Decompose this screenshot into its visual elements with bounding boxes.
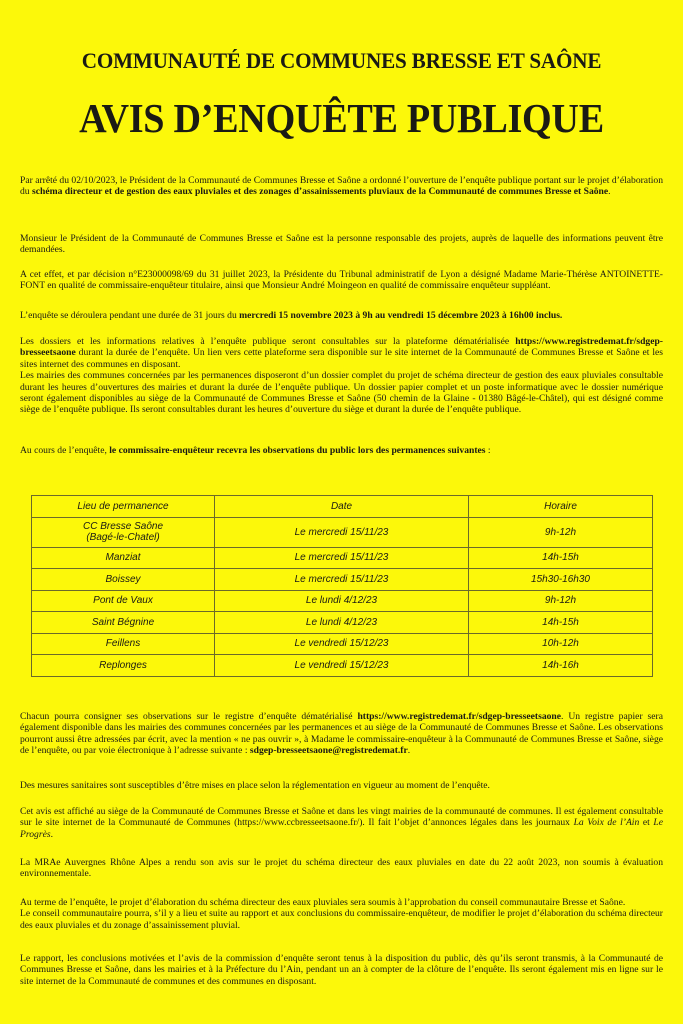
cell-lieu: CC Bresse Saône (Bagé-le-Chatel): [32, 517, 215, 547]
cell-horaire: 9h-12h: [469, 517, 653, 547]
outro-paragraph-4: La MRAe Auvergnes Rhône Alpes a rendu son avis sur le projet du schéma directeur des eaux pluviales en date du 22 août 2023, non soumis à évaluation environnementale.: [20, 857, 663, 880]
cell-date: Le mercredi 15/11/23: [215, 517, 469, 547]
table-row: [32, 655, 653, 677]
cell-date: Le lundi 4/12/23: [215, 612, 469, 634]
cell-lieu: Pont de Vaux: [32, 590, 215, 612]
intro-paragraph-4: L’enquête se déroulera pendant une durée de 31 jours du mercredi 15 novembre 2023 à 9h au vendredi 15 décembre 2023 à 16h00 inclus.: [20, 310, 563, 321]
cell-lieu: Replonges: [32, 655, 215, 677]
cell-lieu: Saint Bégnine: [32, 612, 215, 634]
table-row: [32, 633, 653, 655]
cell-horaire: 15h30-16h30: [469, 569, 653, 591]
email-address[interactable]: sdgep-bresseetsaone@registredemat.fr: [249, 745, 408, 757]
cell-date: Le lundi 4/12/23: [215, 590, 469, 612]
cell-horaire: 14h-15h: [469, 547, 653, 569]
cell-date: Le mercredi 15/11/23: [215, 547, 469, 569]
header-date: Date: [215, 496, 469, 518]
cell-date: Le vendredi 15/12/23: [215, 633, 469, 655]
intro-paragraph-2: Monsieur le Président de la Communauté de Communes Bresse et Saône est la personne responsable des projets, auprès de laquelle des informations peuvent être demandées.: [20, 233, 663, 256]
cell-horaire: 14h-15h: [469, 612, 653, 634]
registry-link-2[interactable]: https://www.registredemat.fr/sdgep-bresseetsaone: [357, 711, 562, 722]
table-row: [32, 590, 653, 612]
permanences-table: [31, 495, 653, 677]
cell-date: Le mercredi 15/11/23: [215, 569, 469, 591]
table-header-row: [32, 496, 653, 518]
cell-horaire: 14h-16h: [469, 655, 653, 677]
outro-paragraph-3: Cet avis est affiché au siège de la Communauté de Communes Bresse et Saône et dans les vingt mairies de la communauté de communes. Il est également consultable sur le site internet de la Communauté de Communes (https://www.ccbresseetsaone.fr/). Il fait l’objet d’annonces légales dans les journaux La Voix de l’Ain et Le Progrès.: [20, 806, 663, 840]
table-row: [32, 547, 653, 569]
intro-paragraph-5: Les dossiers et les informations relatives à l’enquête publique seront consultables sur la plateforme dématérialisée https://www.registredemat.fr/sdgep-bresseetsaone durant la durée de l’enquête. Un lien vers cette plateforme sera disponible sur le site internet de la Communauté de Communes Bresse et Saône et les sites internet des communes en disposant. Les mairies des communes concernées par les permanences disposeront d’un dossier complet du projet de schéma directeur de gestion des eaux pluviales consultable durant les heures d’ouvertures des mairies et durant la durée de l’enquête publique. Un dossier papier complet et un poste informatique avec le dossier numérique seront également disponibles au siège de la Communauté de Communes Bresse et Saône (50 chemin de la Glaine - 01380 Bâgé-le-Châtel), qui est désigné comme siège de l’enquête publique. Ils seront consultables durant les heures d’ouverture du siège et durant la durée de l’enquête publique.: [20, 336, 663, 416]
cell-date: Le vendredi 15/12/23: [215, 655, 469, 677]
cell-lieu: Manziat: [32, 547, 215, 569]
outro-paragraph-2: Des mesures sanitaires sont susceptibles d’être mises en place selon la réglementation en vigueur au moment de l’enquête.: [20, 780, 490, 791]
project-name: schéma directeur et de gestion des eaux pluviales et des zonages d’assainissements pluviaux de la Communauté de communes Bresse et Saône: [32, 186, 609, 198]
cell-lieu: Feillens: [32, 633, 215, 655]
table-row: [32, 517, 653, 547]
table-row: [32, 569, 653, 591]
outro-paragraph-5: Au terme de l’enquête, le projet d’élaboration du schéma directeur des eaux pluviales sera soumis à l’approbation du conseil communautaire Bresse et Saône. Le conseil communautaire pourra, s’il y a lieu et suite au rapport et aux conclusions du commissaire-enquêteur, de modifier le projet d’élaboration du schéma directeur des eaux pluviales et du zonage d’assainissement pluvial.: [20, 897, 663, 931]
cell-horaire: 9h-12h: [469, 590, 653, 612]
organization-title: COMMUNAUTÉ DE COMMUNES BRESSE ET SAÔNE: [81, 48, 602, 73]
outro-paragraph-1: Chacun pourra consigner ses observations sur le registre d’enquête dématérialisé https://www.registredemat.fr/sdgep-bresseetsaone. Un registre papier sera également disponible dans les mairies des communes concernées par les permanences et au siège de la Communauté de Communes Bresse et Saône. Les observations pourront aussi être adressées par écrit, avec la mention « ne pas ouvrir », à Madame le commissaire-enquêteur à la Communauté de Communes Bresse et Saône, siège de l’enquête, ou par voie électronique à l’adresse suivante : sdgep-bresseetsaone@registredemat.fr.: [20, 711, 663, 757]
cell-lieu: Boissey: [32, 569, 215, 591]
intro-paragraph-3: A cet effet, et par décision n°E23000098/69 du 31 juillet 2023, la Présidente du Tribunal administratif de Lyon a désigné Madame Marie-Thérèse ANTOINETTE-FONT en qualité de commissaire-enquêteur titulaire, ainsi que Monsieur André Moingeon en qualité de commissaire enquêteur suppléant.: [20, 269, 663, 292]
cell-horaire: 10h-12h: [469, 633, 653, 655]
notice-title: AVIS D’ENQUÊTE PUBLIQUE: [79, 95, 604, 141]
header-lieu: Lieu de permanence: [32, 496, 215, 518]
header-horaire: Horaire: [469, 496, 653, 518]
table-row: [32, 612, 653, 634]
intro-paragraph-1: Par arrêté du 02/10/2023, le Président de la Communauté de Communes Bresse et Saône a ordonné l’ouverture de l’enquête publique portant sur le projet d’élaboration du schéma directeur et de gestion des eaux pluviales et des zonages d’assainissements pluviaux de la Communauté de communes Bresse et Saône.: [20, 175, 663, 198]
enquiry-dates: mercredi 15 novembre 2023 à 9h au vendredi 15 décembre 2023 à 16h00 inclus.: [239, 310, 563, 321]
registry-link[interactable]: https://www.registredemat.fr/sdgep-bresseetsaone: [20, 336, 663, 359]
outro-paragraph-7: Le rapport, les conclusions motivées et l’avis de la commission d’enquête seront tenus à la disposition du public, dès qu’ils seront transmis, à la Communauté de Communes Bresse et Saône, dans les mairies et à la Préfecture du l’Ain, pendant un an à compter de la clôture de l’enquête. Ils seront également mis en ligne sur le site internet de la Communauté de communes et des communes en disposant.: [20, 953, 663, 987]
intro-paragraph-7: Au cours de l’enquête, le commissaire-enquêteur recevra les observations du public lors des permanences suivantes :: [20, 445, 491, 456]
